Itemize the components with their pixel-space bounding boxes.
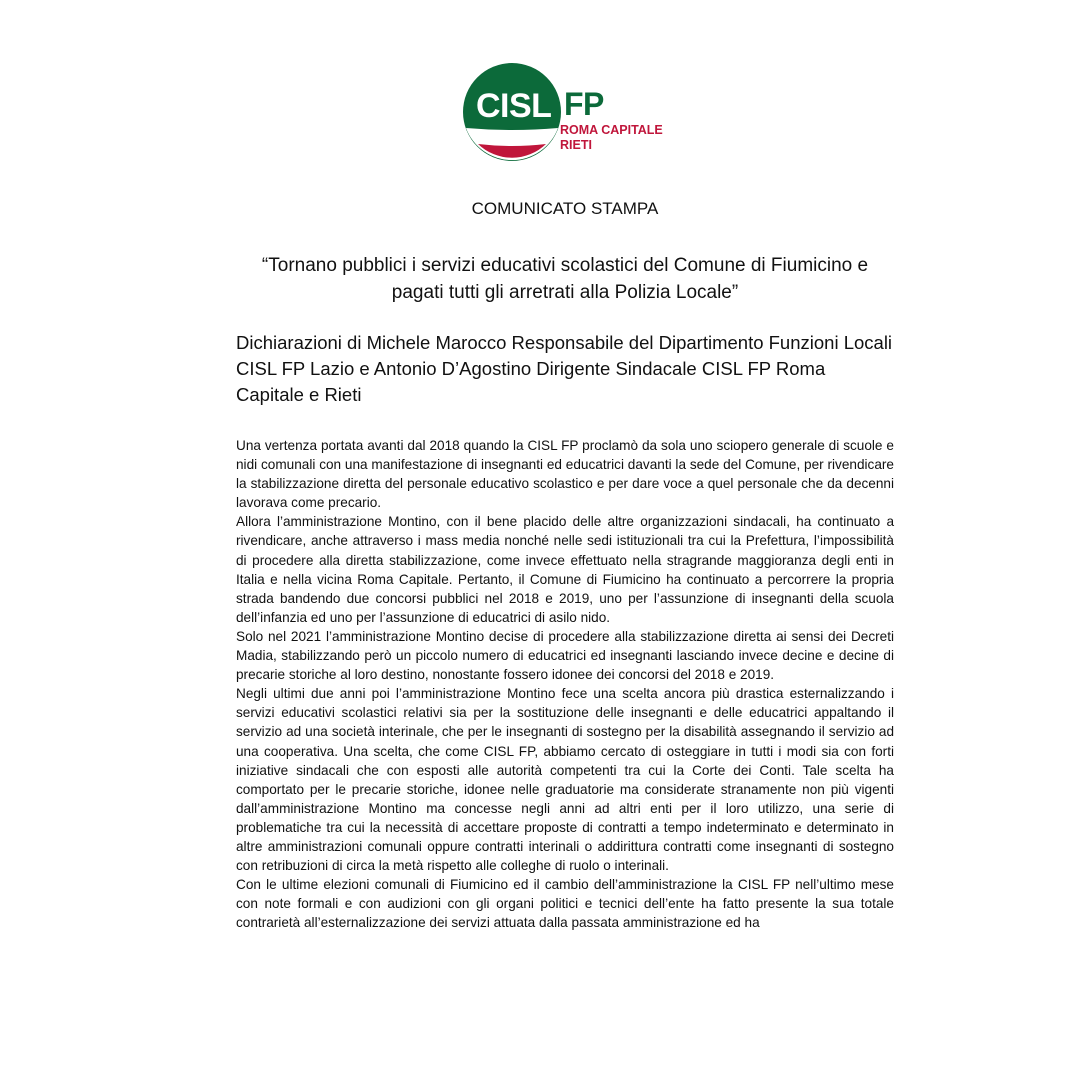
logo-fp-text: FP (564, 86, 604, 122)
press-release-subtitle: Dichiarazioni di Michele Marocco Responsabile del Dipartimento Funzioni Locali CISL FP Lazio e Antonio D’Agostino Dirigente Sindacale CISL FP Roma Capitale e Rieti (236, 332, 893, 405)
logo-subtitle-line1: ROMA CAPITALE (560, 123, 663, 137)
logo-brand-text: CISL (476, 87, 552, 125)
body-paragraph: Allora l’amministrazione Montino, con il bene placido delle altre organizzazioni sindacali, ha continuato a rivendicare, anche attraverso i mass media nonché nelle sedi istituzionali tra cui la Prefettura, l’impossibilità di procedere alla diretta stabilizzazione, come invece effettuato nella stragrande maggioranza degli enti in Italia e nella vicina Roma Capitale. Pertanto, il Comune di Fiumicino ha continuato a percorrere la propria strada bandendo due concorsi pubblici nel 2018 e 2019, uno per l’assunzione di insegnanti della scuola dell’infanzia ed uno per l’assunzione di educatrici di asilo nido. (236, 514, 894, 625)
body-paragraph: Solo nel 2021 l’amministrazione Montino decise di procedere alla stabilizzazione diretta ai sensi dei Decreti Madia, stabilizzando però un piccolo numero di educatrici ed insegnanti lasciando invece decine e decine di precarie storiche al loro destino, nonostante fossero idonee dei concorsi del 2018 e 2019. (236, 628, 894, 683)
body-paragraph: Una vertenza portata avanti dal 2018 quando la CISL FP proclamò da sola uno sciopero generale di scuole e nidi comunali con una manifestazione di insegnanti ed educatrici davanti la sede del Comune, per rivendicare la stabilizzazione diretta del personale educativo scolastico e per dare voce a quel personale che da decenni lavorava come precario. (236, 438, 894, 511)
cisl-fp-logo (462, 62, 682, 162)
press-release-heading: COMUNICATO STAMPA (471, 199, 659, 218)
press-release-title: “Tornano pubblici i servizi educativi scolastici del Comune di Fiumicino e pagati tutti gli arretrati alla Polizia Locale” (261, 255, 869, 303)
body-paragraph: Con le ultime elezioni comunali di Fiumicino ed il cambio dell’amministrazione la CISL FP nell’ultimo mese con note formali e con audizioni con gli organi politici e tecnici dell’ente ha fatto presente la sua totale contrarietà all’esternalizzazione dei servizi attuata dalla passata amministrazione ed ha (236, 877, 894, 931)
press-release-body (236, 436, 894, 932)
body-paragraph: Negli ultimi due anni poi l’amministrazione Montino fece una scelta ancora più drastica esternalizzando i servizi educativi scolastici relativi sia per la sostituzione delle insegnanti e delle educatrici appaltando il servizio ad una società interinale, che per le insegnanti di sostegno per la disabilità assegnando il servizio ad una cooperativa. Una scelta, che come CISL FP, abbiamo cercato di osteggiare in tutti i modi sia con forti iniziative sindacali che con esposti alle autorità competenti tra cui la Corte dei Conti. Tale scelta ha comportato per le precarie storiche, idonee nelle graduatorie ma considerate stranamente non più vigenti dall’amministrazione Montino ma concesse negli anni ad altri enti per il loro utilizzo, una serie di problematiche tra cui la necessità di accettare proposte di contratti a tempo indeterminato e determinato in altre amministrazioni comunali oppure contratti interinali o addirittura contratti come insegnanti di sostegno con retribuzioni di circa la metà rispetto alle colleghe di ruolo o interinali. (236, 686, 894, 874)
logo-subtitle-line2: RIETI (560, 138, 592, 152)
